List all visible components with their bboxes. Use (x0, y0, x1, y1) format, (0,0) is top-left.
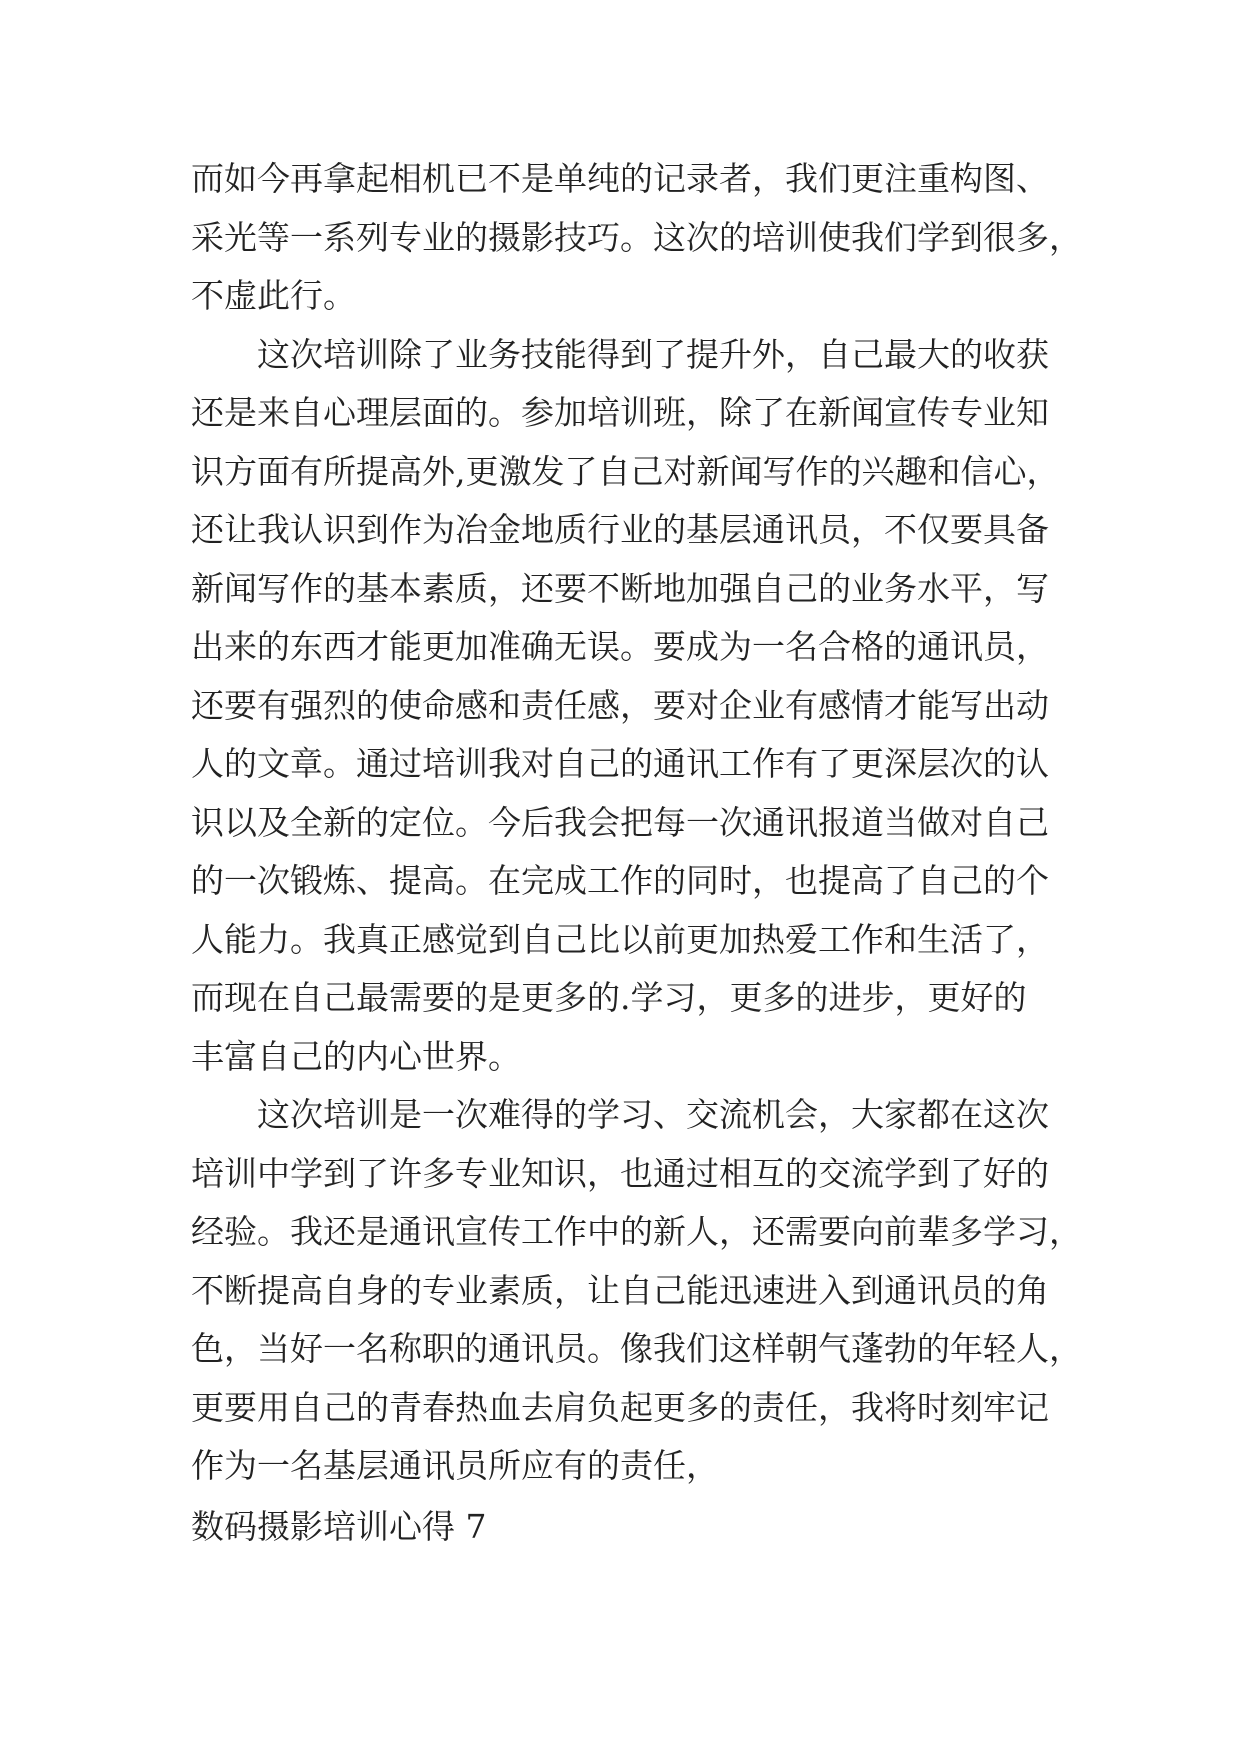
text-line: 丰富自己的内心世界。 (191, 1036, 521, 1076)
text-line: 人的文章。通过培训我对自己的通讯工作有了更深层次的认 (191, 744, 1049, 783)
text-line: 经验。我还是通讯宣传工作中的新人，还需要向前辈多学习， (191, 1212, 1082, 1251)
text-line: 人能力。我真正感觉到自己比以前更加热爱工作和生活了， (191, 919, 1049, 959)
text-line: 作为一名基层通讯员所应有的责任， (191, 1446, 719, 1485)
section-heading: 数码摄影培训心得 7 (191, 1506, 487, 1546)
document-body (191, 150, 1091, 1556)
text-line: 这次培训是一次难得的学习、交流机会，大家都在这次 (191, 1095, 1049, 1134)
text-line: 色，当好一名称职的通讯员。像我们这样朝气蓬勃的年轻人， (191, 1329, 1082, 1368)
text-line: 还要有强烈的使命感和责任感，要对企业有感情才能写出动 (191, 685, 1049, 725)
text-line: 这次培训除了业务技能得到了提升外，自己最大的收获 (191, 334, 1049, 374)
text-line: 新闻写作的基本素质，还要不断地加强自己的业务水平，写 (191, 568, 1049, 608)
text-line: 培训中学到了许多专业知识，也通过相互的交流学到了好的 (191, 1153, 1049, 1193)
text-line: 采光等一系列专业的摄影技巧。这次的培训使我们学到很多， (191, 217, 1082, 257)
text-line: 识方面有所提高外,更激发了自己对新闻写作的兴趣和信心， (191, 451, 1060, 491)
text-line: 出来的东西才能更加准确无误。要成为一名合格的通讯员， (191, 627, 1049, 666)
text-line: 而如今再拿起相机已不是单纯的记录者，我们更注重构图、 (191, 159, 1049, 198)
text-line: 还让我认识到作为冶金地质行业的基层通讯员，不仅要具备 (191, 510, 1049, 549)
text-line: 而现在自己最需要的是更多的.学习，更多的进步，更好的 (191, 978, 1027, 1017)
text-line: 还是来自心理层面的。参加培训班，除了在新闻宣传专业知 (191, 393, 1049, 432)
text-line: 不断提高自身的专业素质，让自己能迅速进入到通讯员的角 (191, 1270, 1049, 1310)
text-line: 识以及全新的定位。今后我会把每一次通讯报道当做对自己 (191, 802, 1049, 842)
text-line: 不虚此行。 (191, 276, 356, 315)
text-line: 的一次锻炼、提高。在完成工作的同时，也提高了自己的个 (191, 861, 1049, 900)
text-line: 更要用自己的青春热血去肩负起更多的责任，我将时刻牢记 (191, 1387, 1049, 1427)
